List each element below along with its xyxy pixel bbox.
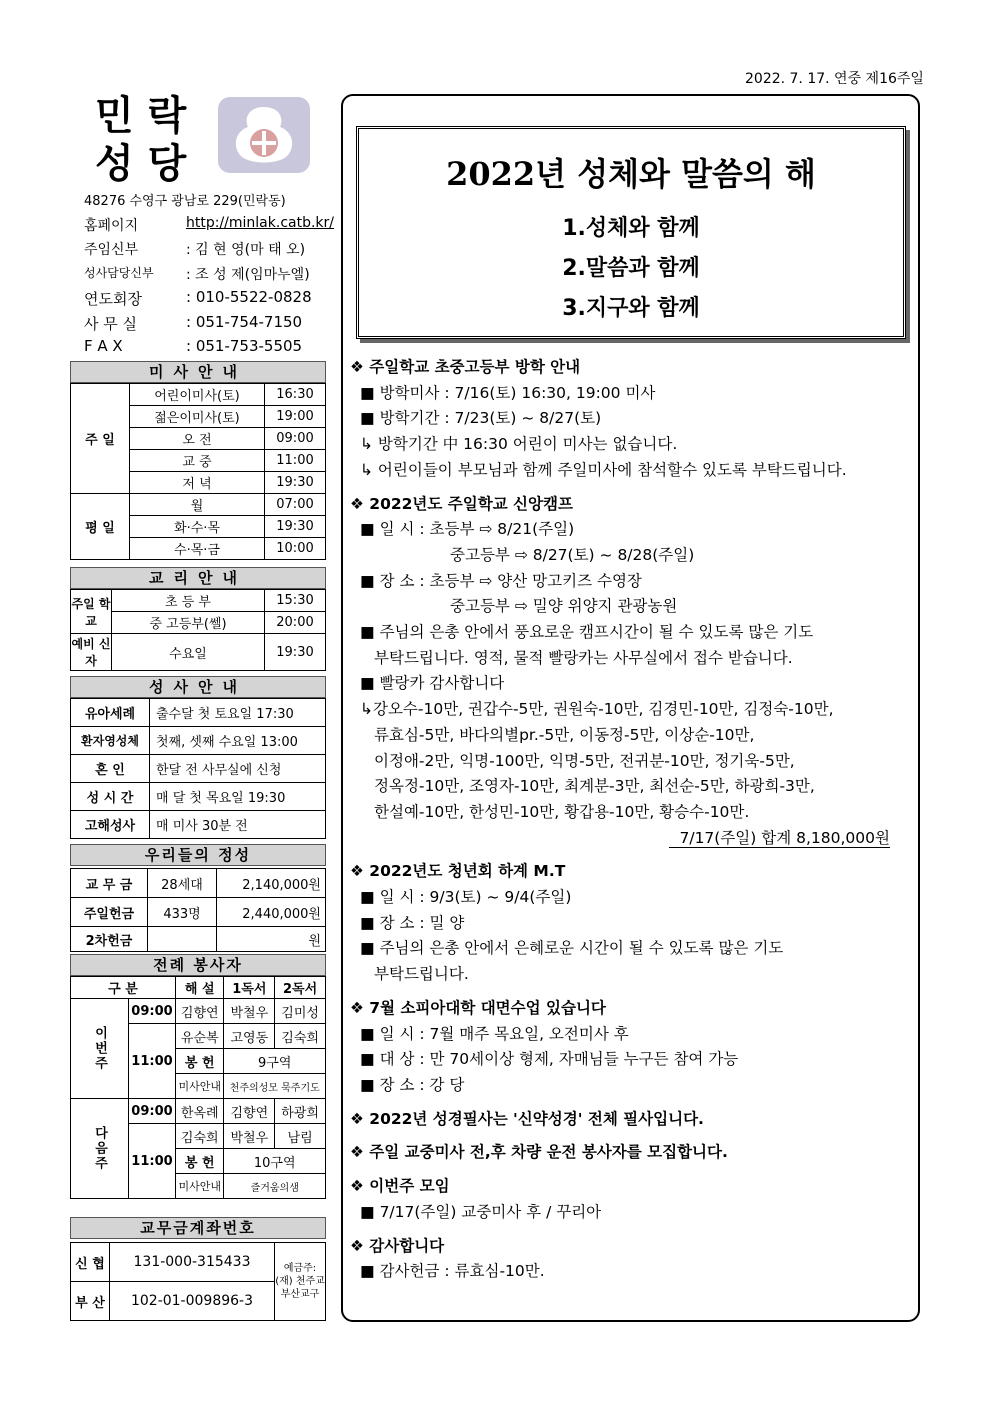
mass-schedule-table: 주 일 어린이미사(토) 16:30 젊은이미사(토) 19:00 오 전 09:00 교 중 11:00 저 녁 19:30 평 일 월 07:00 화·수·목 19:30 수·목·금 10:00 (70, 383, 326, 560)
announcement-line: 부탁드립니다. 영적, 물적 빨랑카는 사무실에서 접수 받습니다. (374, 648, 793, 667)
announcement-line: ↳ 방학기간 中 16:30 어린이 미사는 없습니다. (360, 435, 678, 454)
announcement-line: 이정애-2만, 익명-100만, 익명-5만, 전귀분-10만, 정기욱-5만, (374, 751, 795, 770)
announcement-line: ■ 감사헌금 : 류효심-10만. (360, 1262, 545, 1281)
announcement-line: ■ 장 소 : 강 당 (360, 1075, 465, 1094)
announcement-line: 정옥정-10만, 조영자-10만, 최계분-3만, 최선순-5만, 하광희-3만, (374, 777, 815, 796)
announcement-line: ■ 일 시 : 초등부 ⇨ 8/21(주일) (360, 520, 575, 539)
servers-table: 구 분 해 설 1독서 2독서 이번주 09:00 김향연 박철우 김미성 11:00 유순복 고영동 김숙희 봉 헌 9구역 미사안내 천주의성모 묵주기도 다음주 09:00 한옥례 김향연 하광희 11:00 김숙희 박철우 남림 봉 헌 10구역 미사안내 즐거움의샘 (70, 976, 326, 1199)
offering-total: 7/17(주일) 합계 8,180,000원 (669, 829, 890, 848)
catechism-heading: 교리안내 (70, 567, 326, 589)
announcement-line: ■ 주님의 은총 안에서 은혜로운 시간이 될 수 있도록 많은 기도 (360, 939, 784, 958)
announcement-line: 중고등부 ⇨ 밀양 위양지 관광농원 (450, 597, 678, 616)
announcement-title: ❖ 2022년 성경필사는 '신약성경' 전체 필사입니다. (350, 1109, 704, 1128)
announcement-line: ■ 방학미사 : 7/16(토) 16:30, 19:00 미사 (360, 383, 656, 402)
announcement-line: ■ 빨랑카 감사합니다 (360, 674, 505, 693)
bulletin-date: 2022. 7. 17. 연중 제16주일 (745, 71, 924, 87)
year-theme-items: 1.성체와 함께 2.말씀과 함께 3.지구와 함께 (562, 216, 700, 321)
announcement-title: ❖ 주일 교중미사 전,후 차량 운전 봉사자를 모집합니다. (350, 1143, 728, 1162)
announcement-title: ❖ 7월 소피아대학 대면수업 있습니다 (350, 998, 606, 1017)
church-address: 48276 수영구 광남로 229(민락동) (84, 194, 286, 209)
offering-table: 교 무 금 28세대 2,140,000원 주일헌금 433명 2,440,000원 2차헌금 원 (70, 868, 326, 952)
catechism-table: 주일 학교 초 등 부 15:30 중 고등부(쎌) 20:00 예비 신자 수요일 19:30 (70, 589, 326, 671)
church-logo-icon (218, 97, 310, 173)
announcement-title: ❖ 2022년도 주일학교 신앙캠프 (350, 494, 573, 513)
info-row: 연도회장 : 010-5522-0828 (84, 288, 312, 308)
sacrament-table: 유아세례 출수달 첫 토요일 17:30 환자영성체 첫째, 셋째 수요일 13:00 혼 인 한달 전 사무실에 신청 성 시 간 매 달 첫 목요일 19:30 고해성사 매 미사 30분 전 (70, 698, 326, 839)
announcement-line: 중고등부 ⇨ 8/27(토) ~ 8/28(주일) (450, 545, 695, 564)
announcement-line: ■ 방학기간 : 7/23(토) ~ 8/27(토) (360, 409, 602, 428)
servers-heading: 전례 봉사자 (70, 954, 326, 976)
announcement-line: ■ 주님의 은총 안에서 풍요로운 캠프시간이 될 수 있도록 많은 기도 (360, 623, 814, 642)
mass-schedule-heading: 미사안내 (70, 361, 326, 383)
info-row: F A X : 051-753-5505 (84, 337, 303, 355)
announcement-line (350, 826, 910, 852)
account-heading: 교무금계좌번호 (70, 1217, 326, 1239)
church-name: 민 락 성 당 (95, 92, 187, 187)
announcement-line: 부탁드립니다. (374, 965, 469, 984)
announcement-line: ■ 일 시 : 9/3(토) ~ 9/4(주일) (360, 888, 572, 907)
announcement-line: ■ 장 소 : 밀 양 (360, 913, 465, 932)
announcement-line: ↳ 어린이들이 부모님과 함께 주일미사에 참석할수 있도록 부탁드립니다. (360, 460, 847, 479)
offering-heading: 우리들의 정성 (70, 844, 326, 866)
announcement-title: ❖ 이번주 모임 (350, 1177, 450, 1196)
sacrament-heading: 성사안내 (70, 676, 326, 698)
announcements-list (350, 355, 910, 1285)
info-row: 홈페이지 http://minlak.catb.kr/ (84, 214, 334, 234)
announcement-line: 류효심-5만, 바다의별pr.-5만, 이동정-5만, 이상순-10만, (374, 725, 755, 744)
year-theme-box (356, 126, 906, 339)
announcement-line: ■ 장 소 : 초등부 ⇨ 양산 망고키즈 수영장 (360, 571, 642, 590)
announcement-line: 한설예-10만, 한성민-10만, 황갑용-10만, 황승수-10만. (374, 802, 750, 821)
announcement-line: ↳강오수-10만, 권갑수-5만, 권원숙-10만, 김경민-10만, 김정숙-10만, (360, 700, 834, 719)
announcement-title: ❖ 주일학교 초중고등부 방학 안내 (350, 358, 581, 376)
announcement-line: ■ 7/17(주일) 교중미사 후 / 꾸리아 (360, 1202, 602, 1221)
church-info (84, 190, 334, 362)
account-table: 신 협 131-000-315433 예금주: (재) 천주교 부산교구 부 산 102-01-009896-3 (70, 1242, 326, 1321)
announcement-title: ❖ 2022년도 청년회 하계 M.T (350, 862, 566, 881)
info-row: 사 무 실 : 051-754-7150 (84, 312, 303, 333)
announcement-line: ■ 일 시 : 7월 매주 목요일, 오전미사 후 (360, 1024, 629, 1043)
year-theme-title: 2022년 성체와 말씀의 해 (446, 155, 816, 193)
announcement-title: ❖ 감사합니다 (350, 1236, 445, 1255)
info-row: 성사담당신부 : 조 성 제(임마누엘) (84, 265, 310, 283)
info-row: 주임신부 : 김 현 영(마 태 오) (84, 242, 306, 258)
announcement-line: ■ 대 상 : 만 70세이상 형제, 자매님들 누구든 참여 가능 (360, 1050, 739, 1069)
homepage-link[interactable]: http://minlak.catb.kr/ (186, 214, 334, 231)
